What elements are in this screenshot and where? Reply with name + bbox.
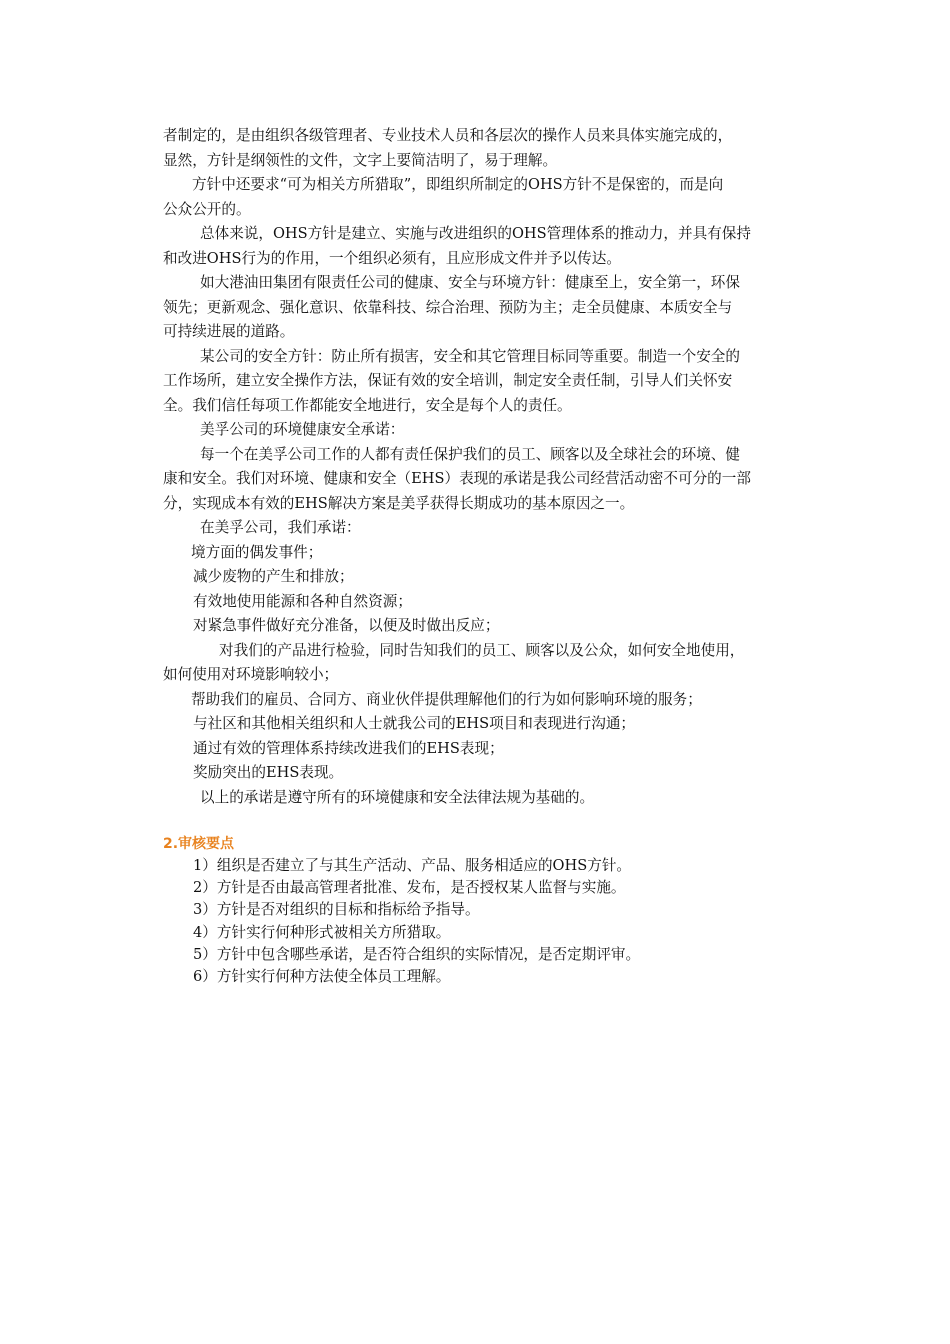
text-line: 全。我们信任每项工作都能安全地进行，安全是每个人的责任。 bbox=[163, 396, 572, 414]
text-line: 总体来说，OHS方针是建立、实施与改进组织的OHS管理体系的推动力，并具有保持 bbox=[200, 225, 751, 242]
text-line: 可持续进展的道路。 bbox=[163, 323, 295, 340]
list-item: 通过有效的管理体系持续改进我们的EHS表现； bbox=[193, 739, 504, 757]
audit-point: 5）方针中包含哪些承诺，是否符合组织的实际情况，是否定期评审。 bbox=[193, 945, 641, 963]
text-line: 以上的承诺是遵守所有的环境健康和安全法律法规为基础的。 bbox=[200, 788, 595, 806]
text-line: 每一个在美孚公司工作的人都有责任保护我们的员工、顾客以及全球社会的环境、健 bbox=[200, 445, 740, 463]
list-item: 帮助我们的雇员、合同方、商业伙伴提供理解他们的行为如何影响环境的服务； bbox=[191, 690, 702, 708]
list-item: 奖励突出的EHS表现。 bbox=[193, 764, 344, 781]
text-line: 者制定的，是由组织各级管理者、专业技术人员和各层次的操作人员来具体实施完成的， bbox=[163, 127, 733, 144]
paragraph-block bbox=[163, 124, 830, 810]
audit-point: 2）方针是否由最高管理者批准、发布，是否授权某人监督与实施。 bbox=[193, 879, 626, 897]
text-line: 如大港油田集团有限责任公司的健康、安全与环境方针：健康至上，安全第一，环保 bbox=[200, 274, 740, 291]
section-heading: 2.审核要点 bbox=[163, 836, 235, 852]
text-line: 方针中还要求“可为相关方所猎取”，即组织所制定的OHS方针不是保密的，而是向 bbox=[192, 176, 724, 193]
audit-point: 4）方针实行何种形式被相关方所猎取。 bbox=[193, 923, 451, 941]
list-item: 对我们的产品进行检验，同时告知我们的员工、顾客以及公众，如何安全地使用， bbox=[219, 641, 745, 659]
text-line: 如何使用对环境影响较小； bbox=[163, 666, 339, 683]
list-item: 境方面的偶发事件； bbox=[191, 543, 323, 561]
audit-points-list bbox=[163, 855, 830, 988]
list-item: 与社区和其他相关组织和人士就我公司的EHS项目和表现进行沟通； bbox=[193, 715, 636, 732]
text-line: 在美孚公司，我们承诺： bbox=[200, 519, 361, 536]
document-body bbox=[163, 124, 830, 988]
audit-point: 3）方针是否对组织的目标和指标给予指导。 bbox=[193, 901, 480, 919]
text-line: 某公司的安全方针：防止所有损害，安全和其它管理目标同等重要。制造一个安全的 bbox=[200, 347, 740, 365]
text-line: 和改进OHS行为的作用，一个组织必须有，且应形成文件并予以传达。 bbox=[163, 249, 621, 267]
list-item: 有效地使用能源和各种自然资源； bbox=[193, 592, 412, 610]
text-line: 康和安全。我们对环境、健康和安全（EHS）表现的承诺是我公司经营活动密不可分的一部 bbox=[163, 470, 751, 487]
text-line: 美孚公司的环境健康安全承诺： bbox=[200, 421, 405, 438]
text-line: 领先；更新观念、强化意识、依靠科技、综合治理、预防为主；走全员健康、本质安全与 bbox=[163, 298, 733, 316]
text-line: 分，实现成本有效的EHS解决方案是美孚获得长期成功的基本原因之一。 bbox=[163, 494, 635, 512]
text-line: 公众公开的。 bbox=[163, 200, 251, 218]
text-line: 工作场所，建立安全操作方法，保证有效的安全培训，制定安全责任制，引导人们关怀安 bbox=[163, 372, 733, 389]
audit-point: 6）方针实行何种方法使全体员工理解。 bbox=[193, 967, 451, 985]
section-spacer bbox=[163, 810, 830, 833]
audit-point: 1）组织是否建立了与其生产活动、产品、服务相适应的OHS方针。 bbox=[193, 857, 632, 874]
list-item: 减少废物的产生和排放； bbox=[193, 568, 354, 585]
list-item: 对紧急事件做好充分准备，以便及时做出反应； bbox=[193, 617, 500, 634]
text-line: 显然，方针是纲领性的文件，文字上要简洁明了，易于理解。 bbox=[163, 151, 558, 169]
